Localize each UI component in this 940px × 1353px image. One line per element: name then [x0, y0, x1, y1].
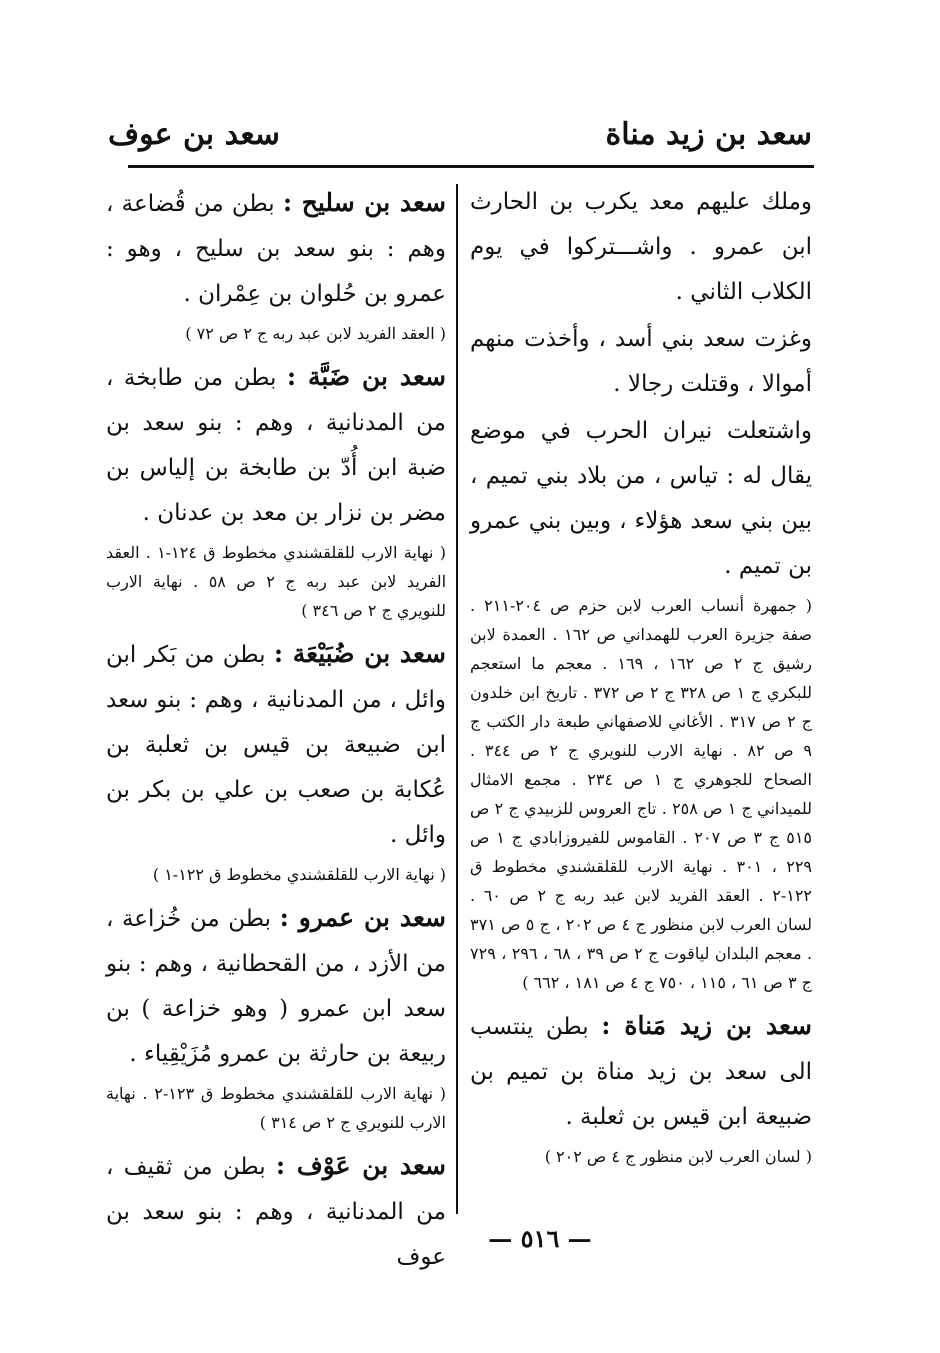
left-column	[106, 180, 446, 1282]
header-left-title: سعد بن عوف	[108, 116, 280, 152]
reference-note: ( لسان العرب لابن منظور ج ٤ ص ٢٠٢ )	[544, 1147, 812, 1166]
page-number	[0, 1224, 940, 1253]
reference-note: ( جمهرة أنساب العرب لابن حزم ص ٢٠٤-٢١١ . صفة جزيرة العرب للهمداني ص ١٦٢ . العمدة لابن رشيق ج ٢ ص ١٦٢ ، ١٦٩ . معجم ما استعجم للبكري ج ١ ص ٣٢٨ ج ٢ ص ٣٧٢ . تاريخ ابن خلدون ج ٢ ص ٣١٧ . الأغاني للاصفهاني طبعة دار الكتب ج ٩ ص ٨٢ . نهاية الارب للنويري ج ٢ ص ٣٤٤ . الصحاح للجوهري ج ١ ص ٢٣٤ . مجمع الامثال للميداني ج ١ ص ٢٥٨ . تاج العروس للزبيدي ج ٢ ص ٥١٥ ج ٣ ص ٢٠٧ . القاموس للفيروزابادي ج ١ ص ٢٢٩ ، ٣٠١ . نهاية الارب للقلقشندي مخطوط ق ١٢٢-٢ . العقد الفريد لابن عبد ربه ج ٢ ص ٦٠ . لسان العرب لابن منظور ج ٤ ص ٢٠٢ ، ج ٥ ص ٣٧١ . معجم البلدان لياقوت ج ٢ ص ٣٩ ، ٦٨ ، ٢٩٦ ، ٧٢٩ ج ٣ ص ٦١ ، ١١٥ ، ٧٥٠ ج ٤ ص ١٨١ ، ٦٦٢ )	[470, 596, 813, 992]
header-right-title: سعد بن زيد مناة	[605, 116, 812, 152]
paragraph: وغزت سعد بني أسد ، وأخذت منهم أموالا ، وقتلت رجالا .	[470, 326, 812, 397]
entry-headword: سعد بن ضُبَيْعَة :	[273, 639, 446, 668]
paragraph: وملك عليهم معد يكرب بن الحارث ابن عمرو . واشـــتركوا في يوم الكلاب الثاني .	[470, 189, 812, 305]
entry-headword: سعد بن عمرو :	[279, 903, 446, 932]
entry	[106, 180, 446, 317]
right-column	[470, 180, 812, 1177]
reference-note: ( العقد الفريد لابن عبد ربه ج ٢ ص ٧٢ )	[185, 324, 446, 343]
entry	[106, 631, 446, 858]
entry	[106, 354, 446, 536]
entry-headword: سعد بن زيد مَناة :	[601, 1011, 813, 1040]
entry-text: بطن من قُضاعة ، وهم : بنو سعد بن سليح ، وهو : عمرو بن حُلوان بن عِمْران .	[106, 191, 446, 307]
entry-text: بطن ينتسب الى سعد بن زيد مناة بن تميم بن ضبيعة ابن قيس بن ثعلبة .	[470, 1014, 812, 1130]
running-head	[108, 112, 812, 156]
column-divider	[456, 184, 458, 1214]
entry-text: بطن من ثقيف ، من المدنانية ، وهم : بنو سعد بن عوف	[106, 1154, 446, 1270]
entry-text: بطن من طابخة ، من المدنانية ، وهم : بنو سعد بن ضبة ابن أُدّ بن طابخة بن إلياس بن مضر بن نزار بن معد بن عدنان .	[106, 365, 446, 526]
entry-headword: سعد بن عَوْف :	[275, 1151, 447, 1180]
entry-text: بطن من خُزاعة ، من الأزد ، من القحطانية ، وهم : بنو سعد ابن عمرو ( وهو خزاعة ) بن ربيعة بن حارثة بن عمرو مُزَيْقِياء .	[106, 906, 446, 1067]
entry	[106, 1143, 446, 1280]
header-rule	[128, 165, 814, 168]
page-number-text: — ٥١٦ —	[488, 1224, 592, 1253]
entry-headword: سعد بن سليح :	[282, 188, 446, 217]
entry	[470, 1003, 812, 1140]
reference-note: ( نهاية الارب للقلقشندي مخطوط ق ١٢٢-١ )	[152, 865, 446, 884]
paragraph: واشتعلت نيران الحرب في موضع يقال له : تياس ، من بلاد بني تميم ، بين بني سعد هؤلاء ، وبين بني عمرو بن تميم .	[470, 418, 812, 579]
entry	[106, 895, 446, 1077]
entry-headword: سعد بن ضَبَّة :	[286, 362, 447, 391]
reference-note: ( نهاية الارب للقلقشندي مخطوط ق ١٢٤-١ . العقد الفريد لابن عبد ربه ج ٢ ص ٥٨ . نهاية الارب للنويري ج ٢ ص ٣٤٦ )	[106, 543, 447, 620]
reference-note: ( نهاية الارب للقلقشندي مخطوط ق ١٢٣-٢ . نهاية الارب للنويري ج ٢ ص ٣١٤ )	[106, 1084, 446, 1132]
entry-text: بطن من بَكر ابن وائل ، من المدنانية ، وهم : بنو سعد ابن ضبيعة بن قيس بن ثعلبة بن عُكابة بن صعب بن علي بن بكر بن وائل .	[106, 642, 446, 848]
